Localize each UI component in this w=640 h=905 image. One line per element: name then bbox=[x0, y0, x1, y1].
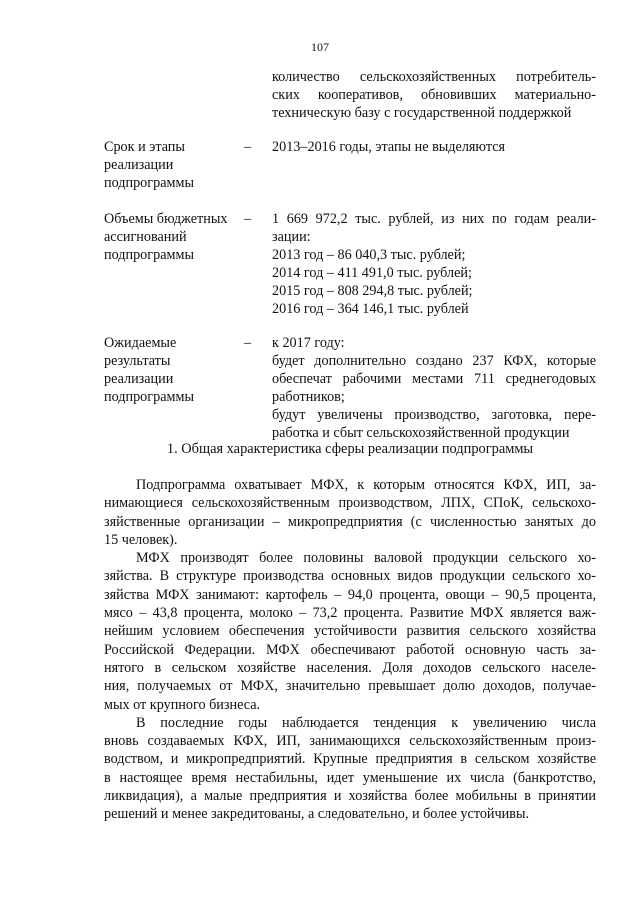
text-line: водством, и микропредприятий. Крупные предприятия в сельском хозяйстве bbox=[104, 751, 596, 768]
passport-row-dash: – bbox=[244, 211, 252, 227]
text-line: вновь создаваемых КФХ, ИП, занимающихся сельскохозяйственным произ- bbox=[104, 733, 596, 750]
text-line: нейшим условием обеспечения устойчивости развития сельского хозяйства bbox=[104, 623, 596, 640]
passport-row-value bbox=[272, 210, 596, 318]
value-line: зации: bbox=[272, 229, 311, 245]
text-line: Российской Федерации. МФХ обеспечивают работой основную часть за- bbox=[104, 641, 596, 658]
text-line: В последние годы наблюдается тенденция к увеличению числа bbox=[136, 714, 596, 731]
label-line: реализации bbox=[104, 157, 174, 173]
value-line: работников; bbox=[272, 389, 345, 405]
label-line: подпрограммы bbox=[104, 247, 194, 263]
text-line: Подпрограмма охватывает МФХ, к которым относятся КФХ, ИП, за- bbox=[136, 477, 596, 493]
value-line: к 2017 году: bbox=[272, 335, 345, 351]
passport-row-indicators bbox=[104, 68, 596, 138]
paragraph bbox=[104, 549, 596, 714]
passport-row-budget bbox=[104, 210, 596, 322]
passport-row-label bbox=[104, 334, 234, 406]
text-line: 15 человек). bbox=[104, 531, 178, 548]
text-line: в настоящее время нестабильны, идет уменьшение их числа (банкротство, bbox=[104, 769, 596, 786]
text-line: решений и менее закредитованы, а следовательно, и более устойчивы. bbox=[104, 806, 530, 823]
paragraph bbox=[104, 714, 596, 824]
body-text bbox=[104, 476, 596, 824]
value-line: 2015 год – 808 294,8 тыс. рублей; bbox=[272, 283, 473, 299]
value-line: ских кооперативов, обновивших материально- bbox=[272, 87, 596, 103]
text-line: зяйства МФХ занимают: картофель – 94,0 процента, овощи – 90,5 процента, bbox=[104, 586, 596, 603]
paragraph bbox=[104, 476, 596, 549]
value-line: будут увеличены производство, заготовка, пере- bbox=[272, 407, 596, 423]
passport-row-dash: – bbox=[244, 335, 252, 351]
label-line: Ожидаемые bbox=[104, 335, 177, 351]
value-line: 1 669 972,2 тыс. рублей, из них по годам реали- bbox=[272, 211, 596, 227]
label-line: подпрограммы bbox=[104, 175, 194, 191]
text-line: зяйственные организации – микропредприятия (с численностью занятых до bbox=[104, 513, 596, 530]
value-line: 2013–2016 годы, этапы не выделяются bbox=[272, 139, 506, 155]
value-line: 2013 год – 86 040,3 тыс. рублей; bbox=[272, 247, 466, 263]
passport-row-terms bbox=[104, 138, 596, 210]
label-line: Объемы бюджетных bbox=[104, 211, 228, 227]
value-line: техническую базу с государственной поддержкой bbox=[272, 105, 572, 121]
value-line: работка и сбыт сельскохозяйственной продукции bbox=[272, 425, 570, 441]
text-line: ликвидация), а малые предприятия и хозяйства более мобильны в принятии bbox=[104, 788, 596, 805]
text-line: ния, получаемых от МФХ, значительно превышает долю доходов, получае- bbox=[104, 678, 596, 695]
value-line: количество сельскохозяйственных потребитель- bbox=[272, 69, 596, 85]
text-line: зяйства. В структуре производства основных видов продукции сельского хо- bbox=[104, 568, 596, 585]
passport-row-value bbox=[272, 68, 596, 122]
text-line: нимающиеся сельскохозяйственным производством, ЛПХ, СПоК, сельскохо- bbox=[104, 495, 596, 512]
section-heading: 1. Общая характеристика сферы реализации подпрограммы bbox=[166, 441, 534, 457]
text-line: нятого в сельском хозяйстве населения. Доля доходов сельского населе- bbox=[104, 659, 596, 676]
passport-row-expected-results bbox=[104, 334, 596, 442]
text-line: мых от крупного бизнеса. bbox=[104, 696, 261, 713]
passport-row-value bbox=[272, 138, 596, 156]
passport-row-value bbox=[272, 334, 596, 442]
value-line: 2016 год – 364 146,1 тыс. рублей bbox=[272, 301, 469, 317]
passport-row-label bbox=[104, 138, 234, 192]
label-line: Срок и этапы bbox=[104, 139, 185, 155]
label-line: подпрограммы bbox=[104, 389, 194, 405]
value-line: 2014 год – 411 491,0 тыс. рублей; bbox=[272, 265, 472, 281]
page-number: 107 bbox=[311, 40, 329, 54]
label-line: результаты bbox=[104, 353, 171, 369]
text-line: мясо – 43,8 процента, молоко – 73,2 процента. Развитие МФХ является важ- bbox=[104, 605, 596, 622]
value-line: будет дополнительно создано 237 КФХ, которые bbox=[272, 353, 596, 369]
text-line: МФХ производят более половины валовой продукции сельского хо- bbox=[136, 550, 596, 567]
label-line: реализации bbox=[104, 371, 174, 387]
passport-row-label bbox=[104, 210, 234, 264]
value-line: обеспечат рабочими местами 711 среднегодовых bbox=[272, 371, 596, 387]
subprogram-passport-table bbox=[104, 68, 596, 442]
passport-row-dash: – bbox=[244, 139, 252, 155]
label-line: ассигнований bbox=[104, 229, 187, 245]
